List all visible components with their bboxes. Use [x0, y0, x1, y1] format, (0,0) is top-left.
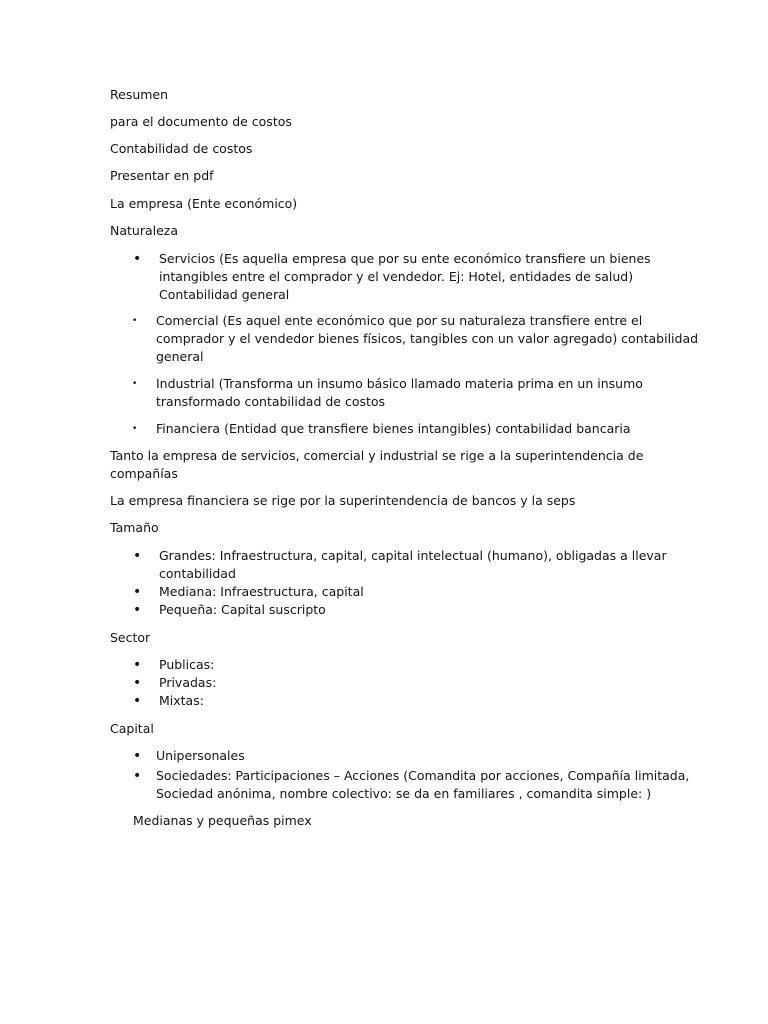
heading-sector: Sector: [110, 630, 151, 645]
list-item-row: Pequeña: Capital suscripto: [159, 602, 326, 617]
list-item-row: Grandes: Infraestructura, capital, capital intelectual (humano), obligadas a llevar: [159, 548, 667, 563]
bullet-icon: •: [133, 748, 142, 764]
text-para-documento: para el documento de costos: [110, 114, 292, 129]
text-la-empresa: La empresa (Ente económico): [110, 196, 298, 211]
list-item-row: transformado contabilidad de costos: [156, 394, 386, 409]
bullet-icon: •: [133, 657, 142, 673]
text-tanto-la-empresa: Tanto la empresa de servicios, comercial y industrial se rige a la superintendencia de: [110, 448, 644, 463]
list-item-pequena: [159, 601, 326, 619]
bullet-icon: •: [133, 602, 142, 618]
list-item-row: Servicios (Es aquella empresa que por su ente económico transfiere un bienes: [159, 251, 651, 266]
list-item-mixtas: [159, 692, 204, 710]
list-item-industrial: [156, 375, 643, 411]
list-item-mediana: [159, 583, 364, 601]
bullet-icon: •: [133, 675, 142, 691]
list-item-row: Contabilidad general: [159, 287, 290, 302]
bullet-icon: •: [132, 316, 138, 326]
bullet-icon: •: [133, 584, 142, 600]
list-item-unipersonales: [156, 747, 245, 765]
bullet-icon: •: [133, 693, 142, 709]
list-item-row: Industrial (Transforma un insumo básico llamado materia prima en un insumo: [156, 376, 643, 391]
list-item-servicios: [159, 250, 651, 304]
list-item-row: Sociedades: Participaciones – Acciones (Comandita por acciones, Compañía limitada,: [156, 768, 690, 783]
bullet-icon: •: [133, 251, 142, 267]
text-companias: compañías: [110, 466, 178, 481]
list-item-row: Mixtas:: [159, 693, 204, 708]
list-item-financiera: [156, 420, 631, 438]
list-item-comercial: [156, 312, 698, 366]
list-item-row: Mediana: Infraestructura, capital: [159, 584, 364, 599]
text-medianas-pimex: Medianas y pequeñas pimex: [133, 813, 312, 828]
list-item-row: Publicas:: [159, 657, 215, 672]
list-item-privadas: [159, 674, 216, 692]
heading-capital: Capital: [110, 721, 154, 736]
list-item-row: Unipersonales: [156, 748, 245, 763]
heading-tamano: Tamaño: [110, 520, 159, 535]
bullet-icon: •: [133, 548, 142, 564]
text-presentar-pdf: Presentar en pdf: [110, 168, 214, 183]
bullet-icon: •: [132, 424, 138, 434]
bullet-icon: •: [132, 379, 138, 389]
list-item-row: Privadas:: [159, 675, 217, 690]
list-item-row: comprador y el vendedor bienes físicos, tangibles con un valor agregado) contabilidad: [156, 331, 699, 346]
list-item-row: intangibles entre el comprador y el vendedor. Ej: Hotel, entidades de salud): [159, 269, 634, 284]
list-item-row: contabilidad: [159, 566, 236, 581]
heading-naturaleza: Naturaleza: [110, 223, 179, 238]
list-item-row: Comercial (Es aquel ente económico que por su naturaleza transfiere entre el: [156, 313, 643, 328]
heading-resumen: Resumen: [110, 87, 169, 102]
text-empresa-financiera-rige: La empresa financiera se rige por la superintendencia de bancos y la seps: [110, 493, 576, 508]
list-item-row: Sociedad anónima, nombre colectivo: se da en familiares , comandita simple: ): [156, 786, 652, 801]
bullet-icon: •: [133, 768, 142, 784]
list-item-grandes: [159, 547, 667, 583]
text-contabilidad-costos: Contabilidad de costos: [110, 141, 253, 156]
list-item-row: Financiera (Entidad que transfiere bienes intangibles) contabilidad bancaria: [156, 421, 631, 436]
list-item-sociedades: [156, 767, 689, 803]
list-item-row: general: [156, 349, 204, 364]
list-item-publicas: [159, 656, 214, 674]
